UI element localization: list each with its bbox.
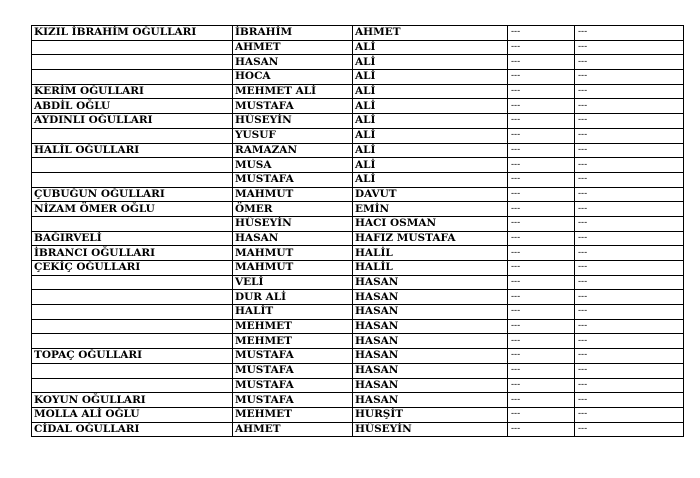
father-name-cell: HASAN <box>353 378 508 393</box>
family-name-cell: ÇUBUĞUN OĞULLARI <box>32 187 233 202</box>
table-row <box>32 158 684 173</box>
given-name-cell: RAMAZAN <box>233 143 353 158</box>
extra-cell-1: --- <box>508 172 575 187</box>
family-name-cell: MOLLA ALİ OĞLU <box>32 407 233 422</box>
family-name-cell: KOYUN OĞULLARI <box>32 393 233 408</box>
extra-cell-2: --- <box>575 275 684 290</box>
father-name-cell: HASAN <box>353 393 508 408</box>
extra-cell-1: --- <box>508 319 575 334</box>
family-name-cell <box>32 216 233 231</box>
extra-cell-2: --- <box>575 305 684 320</box>
family-name-cell <box>32 305 233 320</box>
given-name-cell: MEHMET <box>233 334 353 349</box>
given-name-cell: AHMET <box>233 422 353 437</box>
extra-cell-2: --- <box>575 422 684 437</box>
father-name-cell: HURŞİT <box>353 407 508 422</box>
extra-cell-1: --- <box>508 363 575 378</box>
extra-cell-2: --- <box>575 40 684 55</box>
records-table <box>31 25 684 437</box>
given-name-cell: MUSTAFA <box>233 378 353 393</box>
family-name-cell <box>32 128 233 143</box>
extra-cell-2: --- <box>575 349 684 364</box>
extra-cell-1: --- <box>508 290 575 305</box>
father-name-cell: ALİ <box>353 158 508 173</box>
father-name-cell: DAVUT <box>353 187 508 202</box>
father-name-cell: ALİ <box>353 84 508 99</box>
extra-cell-1: --- <box>508 231 575 246</box>
family-name-cell: CİDAL OĞULLARI <box>32 422 233 437</box>
table-row <box>32 70 684 85</box>
extra-cell-1: --- <box>508 202 575 217</box>
extra-cell-1: --- <box>508 26 575 41</box>
father-name-cell: EMİN <box>353 202 508 217</box>
extra-cell-1: --- <box>508 40 575 55</box>
family-name-cell: ÇEKİÇ OĞULLARI <box>32 261 233 276</box>
father-name-cell: HASAN <box>353 319 508 334</box>
given-name-cell: MEHMET <box>233 319 353 334</box>
father-name-cell: HASAN <box>353 349 508 364</box>
extra-cell-1: --- <box>508 158 575 173</box>
family-name-cell: BAĞIRVELİ <box>32 231 233 246</box>
table-row <box>32 422 684 437</box>
table-row <box>32 26 684 41</box>
father-name-cell: HASAN <box>353 334 508 349</box>
extra-cell-1: --- <box>508 99 575 114</box>
extra-cell-2: --- <box>575 378 684 393</box>
extra-cell-2: --- <box>575 143 684 158</box>
family-name-cell: AYDINLI OĞULLARI <box>32 114 233 129</box>
given-name-cell: HOCA <box>233 70 353 85</box>
family-name-cell <box>32 172 233 187</box>
extra-cell-2: --- <box>575 172 684 187</box>
extra-cell-1: --- <box>508 305 575 320</box>
given-name-cell: MEHMET <box>233 407 353 422</box>
father-name-cell: ALİ <box>353 99 508 114</box>
extra-cell-2: --- <box>575 363 684 378</box>
table-row <box>32 305 684 320</box>
family-name-cell <box>32 378 233 393</box>
extra-cell-1: --- <box>508 143 575 158</box>
family-name-cell: ABDİL OĞLU <box>32 99 233 114</box>
father-name-cell: HASAN <box>353 275 508 290</box>
extra-cell-1: --- <box>508 187 575 202</box>
extra-cell-2: --- <box>575 26 684 41</box>
table-row <box>32 275 684 290</box>
table-row <box>32 187 684 202</box>
family-name-cell <box>32 363 233 378</box>
given-name-cell: MUSTAFA <box>233 172 353 187</box>
table-row <box>32 84 684 99</box>
extra-cell-2: --- <box>575 261 684 276</box>
extra-cell-1: --- <box>508 334 575 349</box>
extra-cell-2: --- <box>575 231 684 246</box>
family-name-cell <box>32 334 233 349</box>
given-name-cell: HALİT <box>233 305 353 320</box>
extra-cell-1: --- <box>508 128 575 143</box>
table-row <box>32 172 684 187</box>
father-name-cell: ALİ <box>353 143 508 158</box>
extra-cell-1: --- <box>508 349 575 364</box>
father-name-cell: HALİL <box>353 246 508 261</box>
given-name-cell: VELİ <box>233 275 353 290</box>
father-name-cell: ALİ <box>353 114 508 129</box>
father-name-cell: ALİ <box>353 128 508 143</box>
family-name-cell: NİZAM ÖMER OĞLU <box>32 202 233 217</box>
father-name-cell: HAFIZ MUSTAFA <box>353 231 508 246</box>
given-name-cell: İBRAHİM <box>233 26 353 41</box>
father-name-cell: HÜSEYİN <box>353 422 508 437</box>
extra-cell-2: --- <box>575 393 684 408</box>
given-name-cell: MAHMUT <box>233 261 353 276</box>
father-name-cell: ALİ <box>353 55 508 70</box>
father-name-cell: ALİ <box>353 172 508 187</box>
father-name-cell: HALİL <box>353 261 508 276</box>
given-name-cell: ÖMER <box>233 202 353 217</box>
father-name-cell: ALİ <box>353 70 508 85</box>
given-name-cell: MUSTAFA <box>233 349 353 364</box>
father-name-cell: AHMET <box>353 26 508 41</box>
table-row <box>32 128 684 143</box>
extra-cell-1: --- <box>508 393 575 408</box>
extra-cell-1: --- <box>508 422 575 437</box>
extra-cell-2: --- <box>575 84 684 99</box>
table-row <box>32 407 684 422</box>
given-name-cell: MUSTAFA <box>233 393 353 408</box>
table-row <box>32 216 684 231</box>
extra-cell-1: --- <box>508 70 575 85</box>
extra-cell-1: --- <box>508 261 575 276</box>
given-name-cell: MAHMUT <box>233 246 353 261</box>
table-row <box>32 393 684 408</box>
extra-cell-2: --- <box>575 158 684 173</box>
given-name-cell: YUSUF <box>233 128 353 143</box>
family-name-cell: İBRANCI OĞULLARI <box>32 246 233 261</box>
family-name-cell <box>32 55 233 70</box>
given-name-cell: HASAN <box>233 231 353 246</box>
table-row <box>32 349 684 364</box>
family-name-cell: KERİM OĞULLARI <box>32 84 233 99</box>
extra-cell-2: --- <box>575 114 684 129</box>
table-row <box>32 334 684 349</box>
family-name-cell <box>32 275 233 290</box>
records-table-body <box>32 26 684 437</box>
family-name-cell <box>32 70 233 85</box>
family-name-cell <box>32 158 233 173</box>
table-row <box>32 378 684 393</box>
family-name-cell: TOPAÇ OĞULLARI <box>32 349 233 364</box>
given-name-cell: HÜSEYİN <box>233 216 353 231</box>
family-name-cell: KIZIL İBRAHİM OĞULLARI <box>32 26 233 41</box>
table-row <box>32 99 684 114</box>
extra-cell-2: --- <box>575 319 684 334</box>
given-name-cell: HÜSEYİN <box>233 114 353 129</box>
family-name-cell <box>32 290 233 305</box>
extra-cell-2: --- <box>575 202 684 217</box>
table-row <box>32 202 684 217</box>
extra-cell-1: --- <box>508 378 575 393</box>
table-row <box>32 261 684 276</box>
extra-cell-2: --- <box>575 407 684 422</box>
family-name-cell: HALİL OĞULLARI <box>32 143 233 158</box>
extra-cell-2: --- <box>575 290 684 305</box>
given-name-cell: MAHMUT <box>233 187 353 202</box>
extra-cell-1: --- <box>508 84 575 99</box>
extra-cell-2: --- <box>575 216 684 231</box>
extra-cell-2: --- <box>575 187 684 202</box>
table-row <box>32 40 684 55</box>
extra-cell-2: --- <box>575 99 684 114</box>
extra-cell-1: --- <box>508 275 575 290</box>
extra-cell-1: --- <box>508 246 575 261</box>
extra-cell-2: --- <box>575 334 684 349</box>
extra-cell-1: --- <box>508 114 575 129</box>
table-row <box>32 363 684 378</box>
father-name-cell: HASAN <box>353 290 508 305</box>
extra-cell-2: --- <box>575 128 684 143</box>
given-name-cell: MUSTAFA <box>233 363 353 378</box>
table-row <box>32 143 684 158</box>
table-row <box>32 246 684 261</box>
father-name-cell: HASAN <box>353 363 508 378</box>
given-name-cell: DUR ALİ <box>233 290 353 305</box>
table-row <box>32 231 684 246</box>
extra-cell-2: --- <box>575 246 684 261</box>
given-name-cell: MUSTAFA <box>233 99 353 114</box>
extra-cell-1: --- <box>508 55 575 70</box>
family-name-cell <box>32 319 233 334</box>
father-name-cell: HACI OSMAN <box>353 216 508 231</box>
given-name-cell: MEHMET ALİ <box>233 84 353 99</box>
father-name-cell: HASAN <box>353 305 508 320</box>
given-name-cell: HASAN <box>233 55 353 70</box>
table-row <box>32 319 684 334</box>
extra-cell-1: --- <box>508 407 575 422</box>
family-name-cell <box>32 40 233 55</box>
extra-cell-1: --- <box>508 216 575 231</box>
extra-cell-2: --- <box>575 70 684 85</box>
table-row <box>32 55 684 70</box>
father-name-cell: ALİ <box>353 40 508 55</box>
given-name-cell: MUSA <box>233 158 353 173</box>
table-row <box>32 290 684 305</box>
table-row <box>32 114 684 129</box>
given-name-cell: AHMET <box>233 40 353 55</box>
extra-cell-2: --- <box>575 55 684 70</box>
